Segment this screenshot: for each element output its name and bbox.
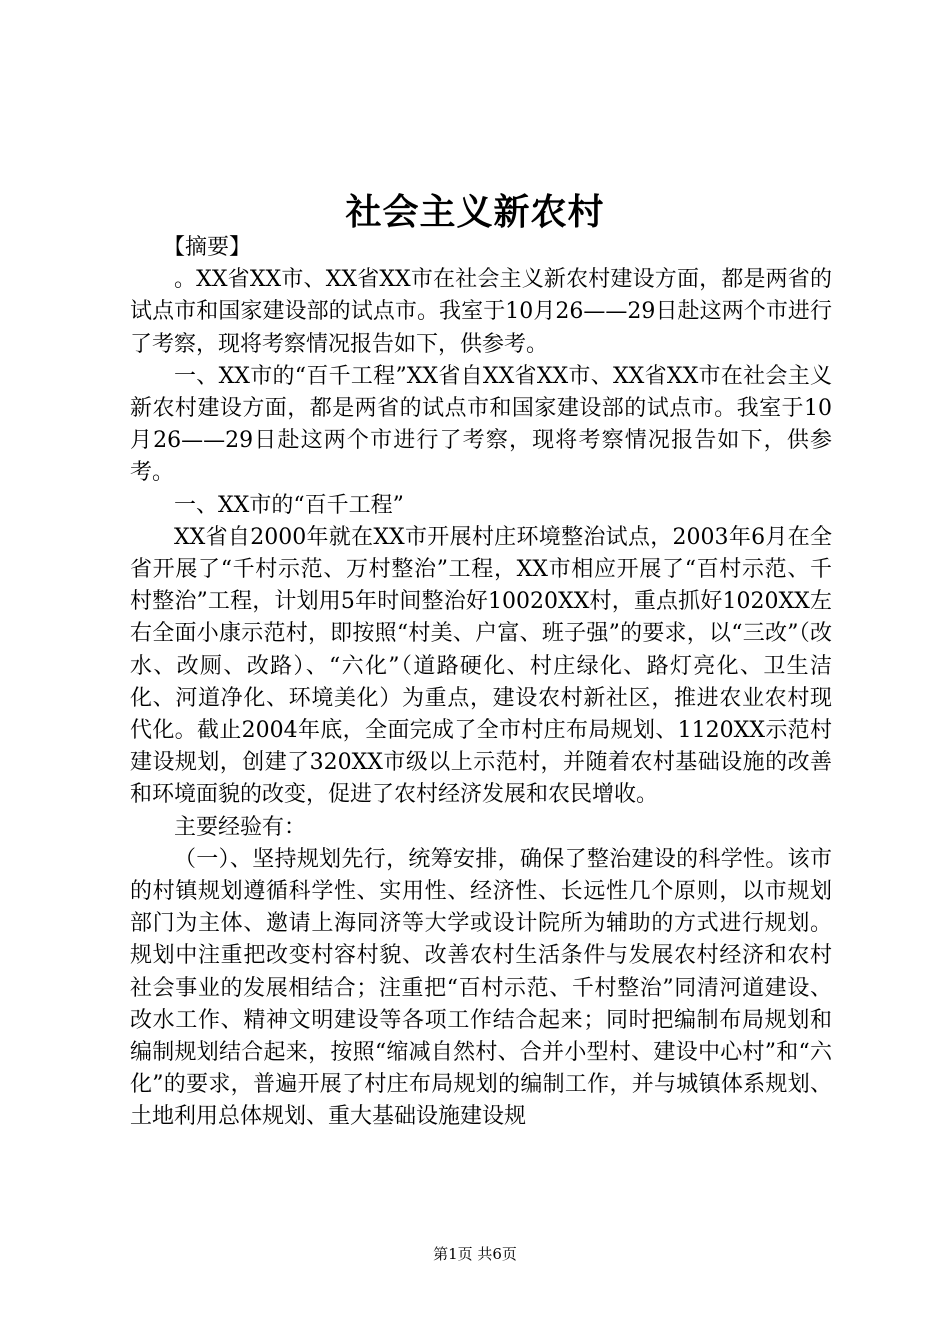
paragraph: 。XX省XX市、XX省XX市在社会主义新农村建设方面，都是两省的试点市和国家建设部的试点市。我室于10月26——29日赴这两个市进行了考察，现将考察情况报告如下，供参考。 (130, 267, 832, 357)
section-heading: 一、XX市的“百千工程” (174, 492, 404, 518)
paragraph: 主要经验有： (174, 814, 307, 840)
document-body (130, 232, 832, 1134)
page-footer: 第1页 共6页 (433, 1245, 517, 1263)
page-title: 社会主义新农村 (345, 191, 605, 233)
paragraph: 一、XX市的“百千工程”XX省自XX省XX市、XX省XX市在社会主义新农村建设方面，都是两省的试点市和国家建设部的试点市。我室于10月26——29日赴这两个市进行了考察，现将考察情况报告如下，供参考。 (130, 363, 832, 486)
paragraph: XX省自2000年就在XX市开展村庄环境整治试点，2003年6月在全省开展了“千村示范、万村整治”工程，XX市相应开展了“百村示范、千村整治”工程，计划用5年时间整治好10020XX村，重点抓好1020XX左右全面小康示范村，即按照“村美、户富、班子强”的要求，以“三改”（改水、改厕、改路）、“六化”（道路硬化、村庄绿化、路灯亮化、卫生洁化、河道净化、环境美化）为重点，建设农村新社区，推进农业农村现代化。截止2004年底，全面完成了全市村庄布局规划、1120XX示范村建设规划，创建了320XX市级以上示范村，并随着农村基础设施的改善和环境面貌的改变，促进了农村经济发展和农民增收。 (130, 524, 832, 808)
abstract-heading: 【摘要】 (163, 235, 252, 260)
paragraph: （一）、坚持规划先行，统筹安排，确保了整治建设的科学性。该市的村镇规划遵循科学性、实用性、经济性、长远性几个原则，以市规划部门为主体、邀请上海同济等大学或设计院所为辅助的方式进行规划。规划中注重把改变村容村貌、改善农村生活条件与发展农村经济和农村社会事业的发展相结合；注重把“百村示范、千村整治”同清河道建设、改水工作、精神文明建设等各项工作结合起来；同时把编制布局规划和编制规划结合起来，按照“缩减自然村、合并小型村、建设中心村”和“六化”的要求，普遍开展了村庄布局规划的编制工作，并与城镇体系规划、土地利用总体规划、重大基础设施建设规 (130, 846, 832, 1130)
